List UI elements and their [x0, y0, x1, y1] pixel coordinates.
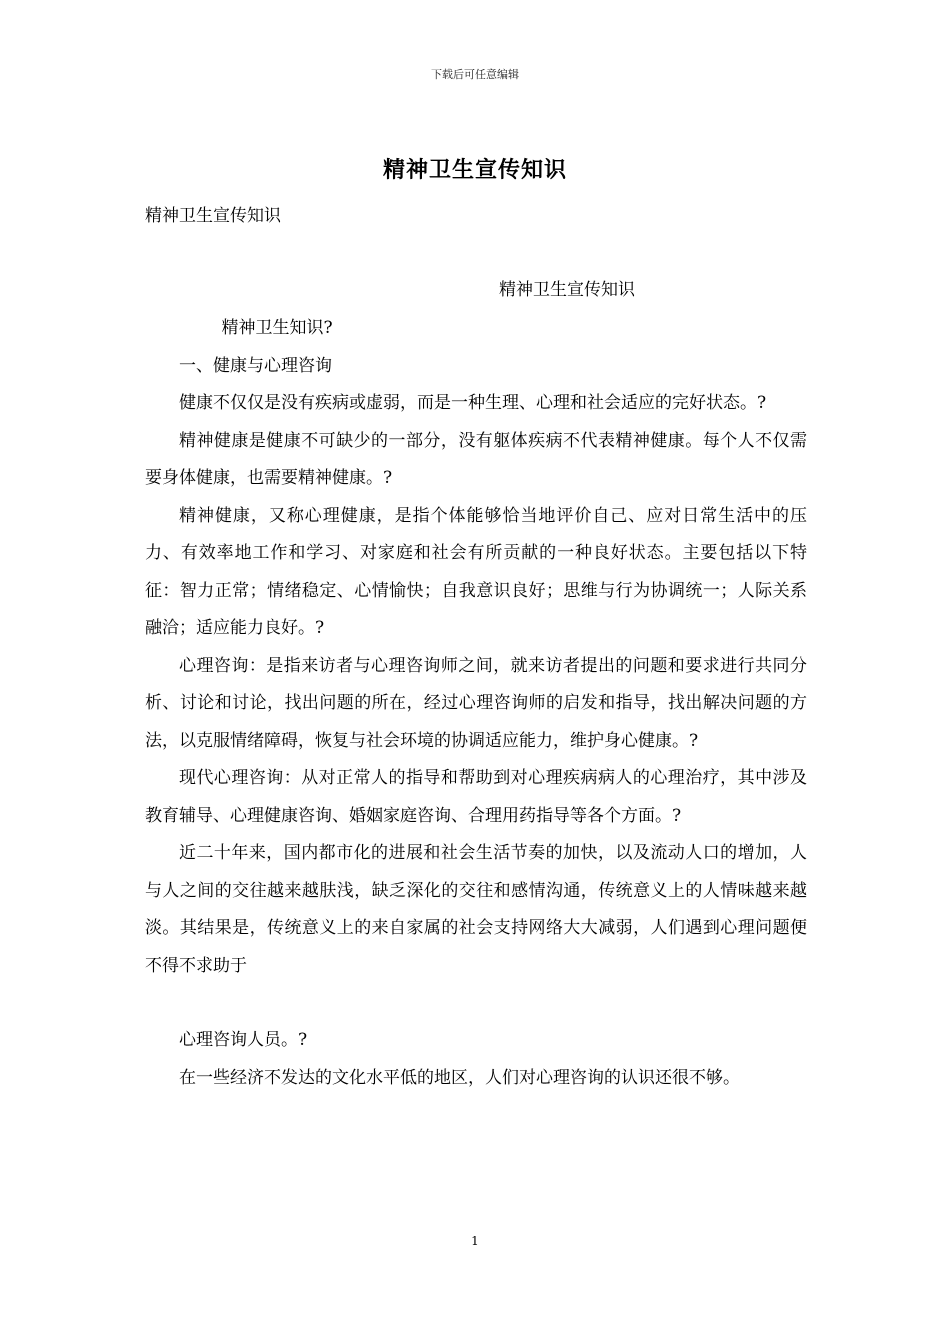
paragraph: 心理咨询人员。?	[179, 1030, 308, 1050]
document-title: 精神卫生宣传知识	[382, 157, 567, 183]
document-body	[145, 310, 807, 1097]
paragraph: 现代心理咨询：从对正常人的指导和帮助到对心理疾病病人的心理治疗，其中涉及教育辅导、心理健康咨询、婚姻家庭咨询、合理用药指导等各个方面。?	[145, 768, 807, 826]
paragraph: 精神健康是健康不可缺少的一部分，没有躯体疾病不代表精神健康。每个人不仅需要身体健康，也需要精神健康。?	[145, 430, 807, 488]
section-heading: 精神卫生知识?	[221, 318, 333, 338]
paragraph: 精神健康，又称心理健康，是指个体能够恰当地评价自己、应对日常生活中的压力、有效率地工作和学习、对家庭和社会有所贡献的一种良好状态。主要包括以下特征：智力正常；情绪稳定、心情愉快；自我意识良好；思维与行为协调统一；人际关系融洽；适应能力良好。?	[145, 505, 807, 638]
subtitle-left: 精神卫生宣传知识	[145, 206, 281, 226]
section-subheading: 一、健康与心理咨询	[179, 355, 332, 376]
paragraph: 在一些经济不发达的文化水平低的地区，人们对心理咨询的认识还很不够。	[179, 1067, 740, 1088]
paragraph: 心理咨询：是指来访者与心理咨询师之间，就来访者提出的问题和要求进行共同分析、讨论和讨论，找出问题的所在，经过心理咨询师的启发和指导，找出解决问题的方法，以克服情绪障碍，恢复与社会环境的协调适应能力，维护身心健康。?	[145, 655, 807, 751]
subtitle-right: 精神卫生宣传知识	[499, 280, 635, 300]
paragraph: 近二十年来，国内都市化的进展和社会生活节奏的加快，以及流动人口的增加，人与人之间的交往越来越肤浅，缺乏深化的交往和感情沟通，传统意义上的人情味越来越淡。其结果是，传统意义上的来自家属的社会支持网络大大减弱，人们遇到心理问题便不得不求助于	[145, 843, 807, 976]
paragraph: 健康不仅仅是没有疾病或虚弱，而是一种生理、心理和社会适应的完好状态。?	[179, 393, 767, 413]
header-note: 下载后可任意编辑	[431, 68, 519, 81]
page-number: 1	[471, 1234, 479, 1248]
